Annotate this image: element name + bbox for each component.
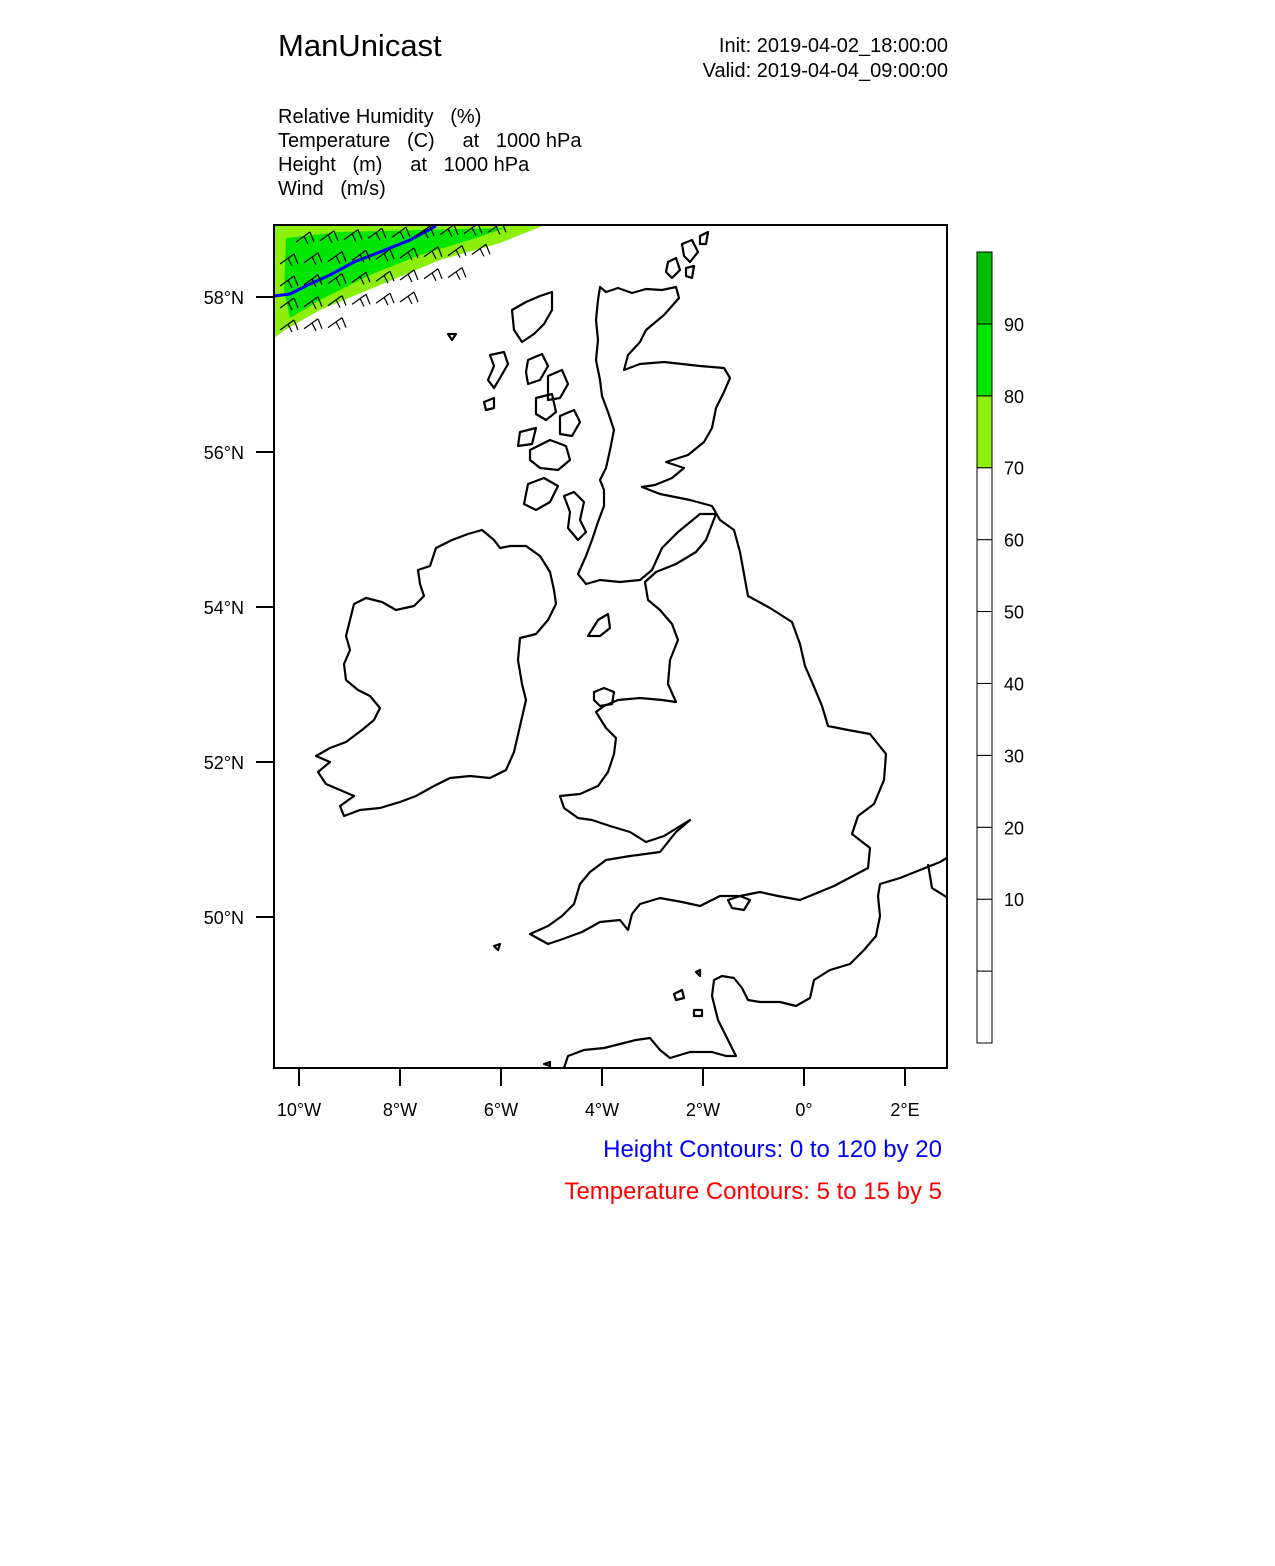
lat-tick-label: 50°N: [203, 908, 244, 928]
wind-barb: [424, 269, 442, 281]
colorbar-box: [977, 971, 992, 1043]
coastline-great-britain: [530, 287, 886, 944]
wind-barb: [448, 268, 466, 280]
colorbar-label: 30: [1004, 746, 1025, 767]
colorbar-box: [977, 612, 992, 684]
field-wind: Wind (m/s): [278, 178, 386, 200]
wind-barb: [376, 293, 394, 305]
colorbar-box: [977, 827, 992, 899]
lat-tick-label: 54°N: [203, 598, 244, 618]
colorbar-label: 60: [1004, 530, 1025, 551]
wind-barb: [400, 292, 418, 304]
map-axes: [204, 288, 920, 1120]
colorbar-label: 20: [1004, 818, 1025, 839]
lon-tick-label: 0°: [795, 1100, 813, 1120]
lon-tick-label: 8°W: [382, 1100, 418, 1120]
colorbar-box: [977, 755, 992, 827]
lon-tick-label: 6°W: [483, 1100, 519, 1120]
wind-barb: [352, 294, 370, 306]
colorbar-label: 50: [1004, 602, 1025, 623]
valid-time: Valid: 2019-04-04_09:00:00: [702, 60, 948, 82]
map-plot-area: [274, 222, 950, 1068]
colorbar-label: 90: [1004, 314, 1025, 335]
colorbar-label: 10: [1004, 890, 1025, 911]
lon-tick-label: 4°W: [584, 1100, 620, 1120]
field-relative-humidity: Relative Humidity (%): [278, 106, 482, 128]
wind-barb: [328, 318, 346, 330]
colorbar-label: 80: [1004, 386, 1025, 407]
wind-barb: [304, 319, 322, 331]
coastline-ireland: [316, 530, 556, 816]
lat-tick-label: 56°N: [203, 443, 244, 463]
colorbar-box: [977, 540, 992, 612]
height-contour-note: Height Contours: 0 to 120 by 20: [603, 1136, 942, 1163]
init-time: Init: 2019-04-02_18:00:00: [718, 35, 948, 57]
lon-tick-label: 2°E: [890, 1100, 920, 1120]
temperature-contour-note: Temperature Contours: 5 to 15 by 5: [564, 1178, 942, 1205]
colorbar-label: 70: [1004, 458, 1025, 479]
field-height: Height (m) at 1000 hPa: [278, 154, 530, 176]
lat-tick-label: 58°N: [203, 288, 244, 308]
colorbar-box: [977, 683, 992, 755]
product-title: ManUnicast: [278, 28, 442, 63]
coastline-france: [564, 856, 950, 1068]
rh-colorbar: [977, 252, 1024, 1043]
colorbar-box: [977, 252, 992, 324]
coastlines: [316, 232, 950, 1068]
lat-tick-label: 52°N: [203, 753, 244, 773]
map-frame: [274, 225, 947, 1068]
colorbar-box: [977, 899, 992, 971]
colorbar-box: [977, 396, 992, 468]
colorbar-box: [977, 324, 992, 396]
colorbar-box: [977, 468, 992, 540]
lon-tick-label: 2°W: [685, 1100, 721, 1120]
lon-tick-label: 10°W: [276, 1100, 322, 1120]
field-temperature: Temperature (C) at 1000 hPa: [278, 130, 582, 152]
colorbar-label: 40: [1004, 674, 1025, 695]
